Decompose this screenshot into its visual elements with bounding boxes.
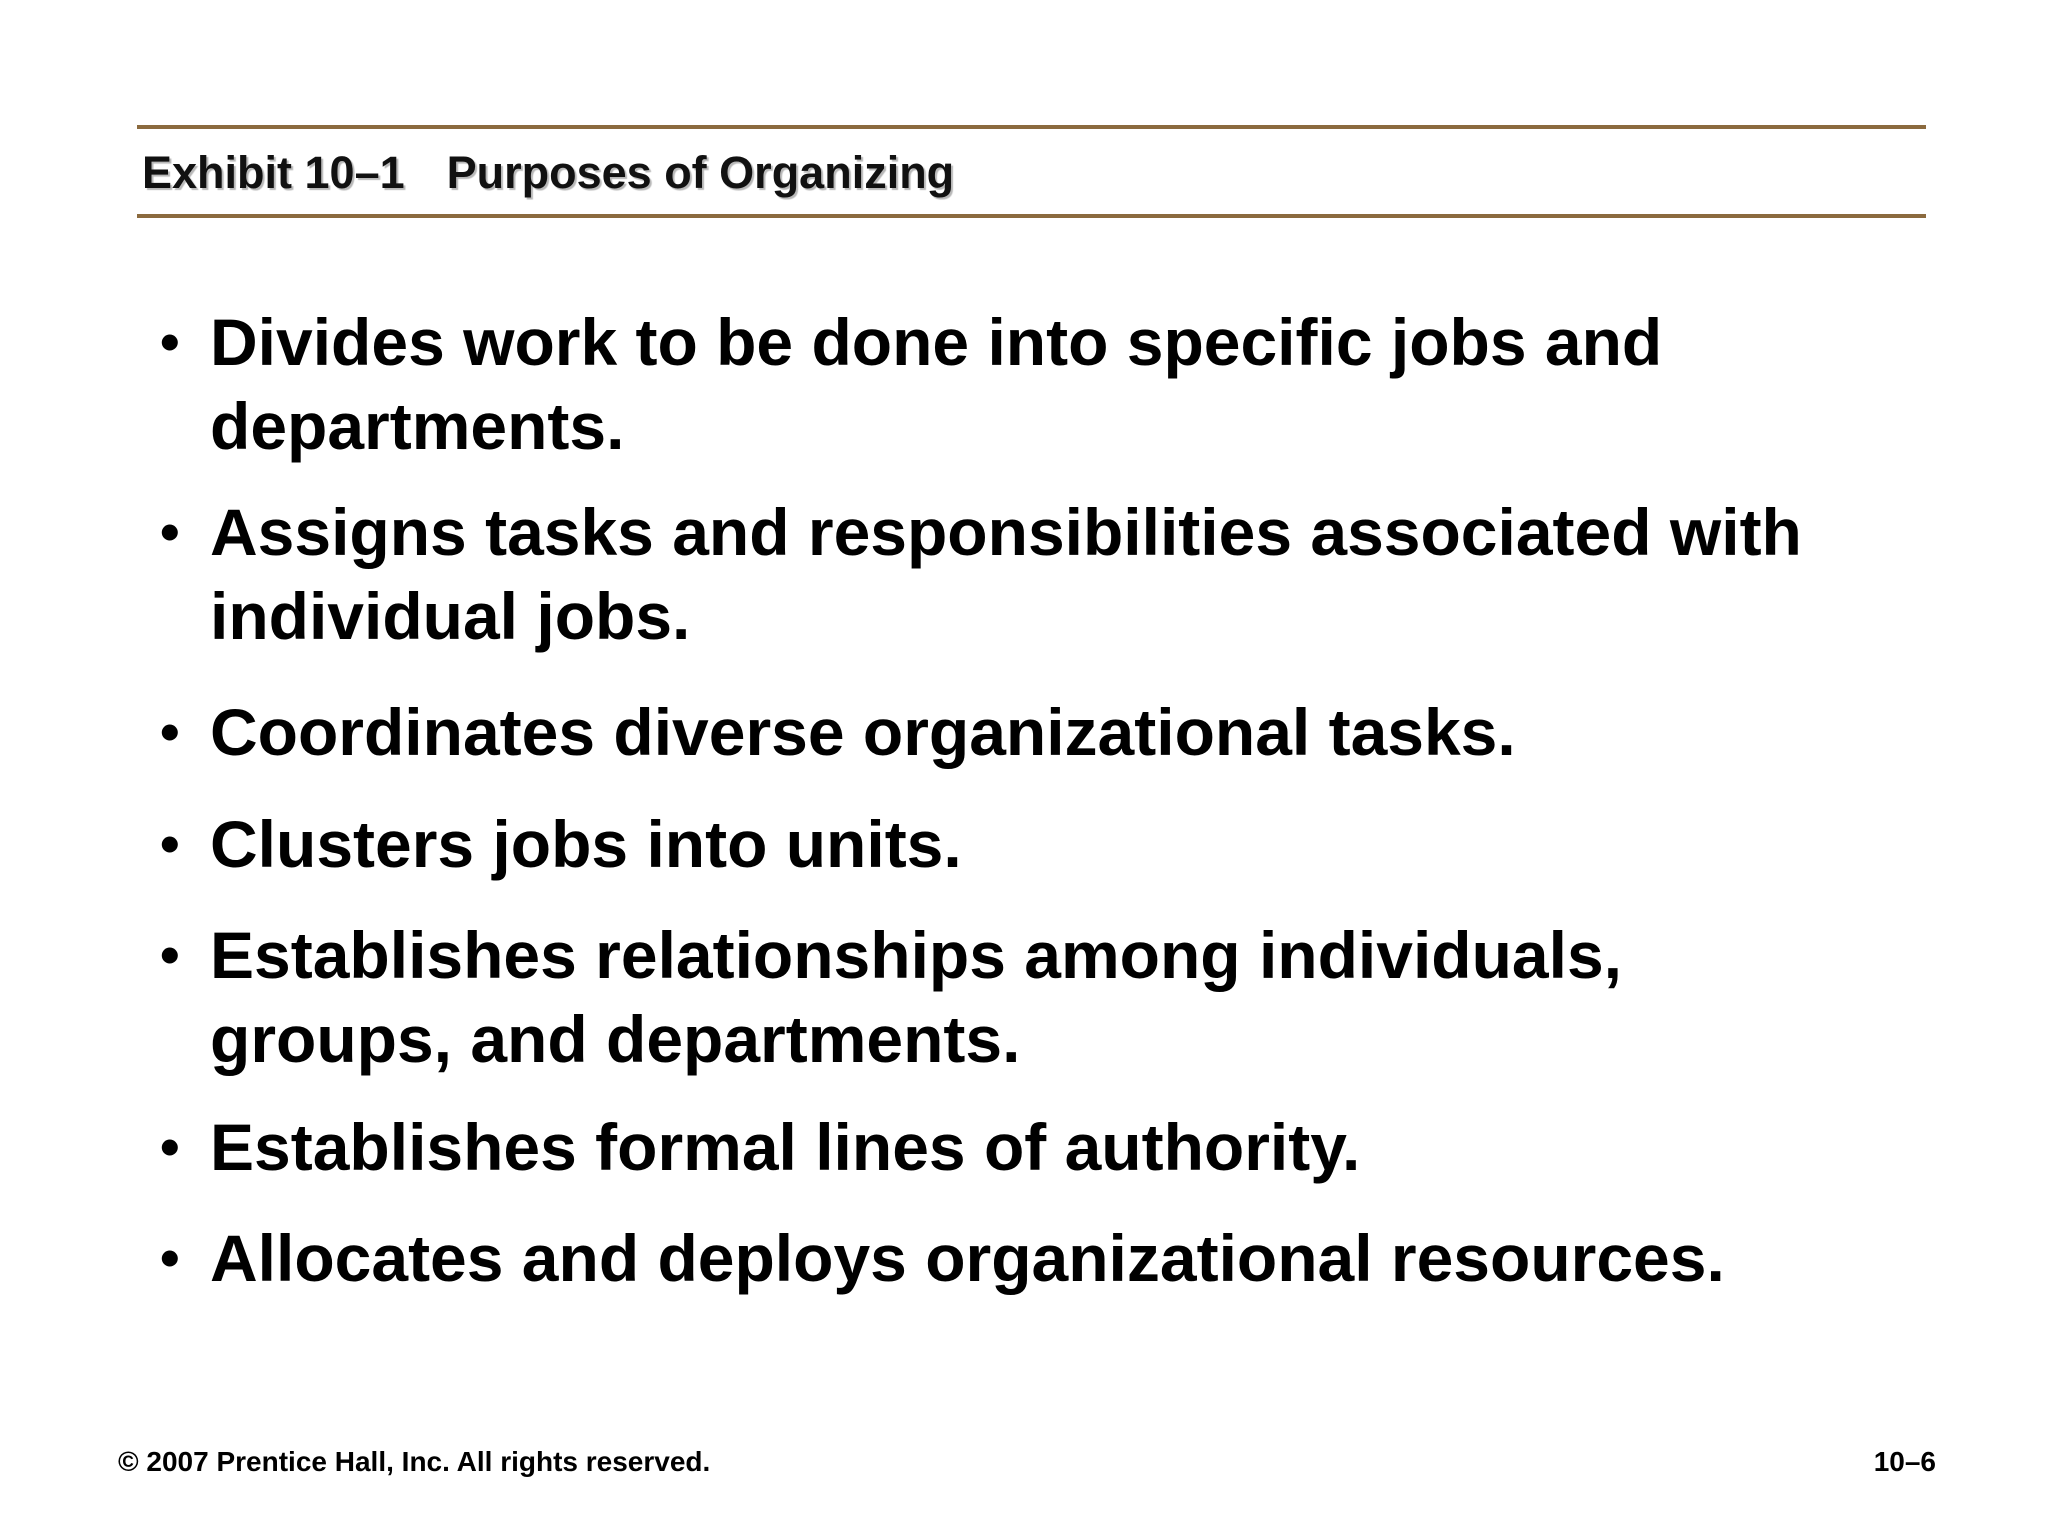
bullet-marker: • <box>160 1226 180 1289</box>
exhibit-title: Purposes of Organizing <box>446 147 955 198</box>
bullet-text: Clusters jobs into units. <box>210 807 962 881</box>
bullet-item <box>160 1216 1940 1300</box>
bullet-text: Establishes formal lines of authority. <box>210 1110 1361 1184</box>
bullet-item <box>160 690 1940 774</box>
bullet-text: Allocates and deploys organizational resources. <box>210 1221 1725 1295</box>
bullet-item <box>160 300 1940 468</box>
page-number: 10–6 <box>1873 1446 1936 1477</box>
bullet-item <box>160 1105 1940 1189</box>
bullet-text: Establishes relationships among individuals, groups, and departments. <box>210 918 1623 1076</box>
exhibit-number: Exhibit 10–1 <box>142 147 405 198</box>
bullet-text: Coordinates diverse organizational tasks. <box>210 695 1516 769</box>
header-top-rule <box>137 125 1926 129</box>
bullet-item <box>160 490 1940 658</box>
header-bottom-rule <box>137 214 1926 218</box>
exhibit-header <box>142 146 954 200</box>
bullet-item <box>160 802 1940 886</box>
bullet-marker: • <box>160 700 180 763</box>
bullet-marker: • <box>160 1115 180 1178</box>
bullet-text: Assigns tasks and responsibilities associated with individual jobs. <box>210 495 1802 653</box>
bullet-item <box>160 913 1940 1081</box>
bullet-marker: • <box>160 310 180 373</box>
copyright-notice: © 2007 Prentice Hall, Inc. All rights reserved. <box>118 1446 711 1477</box>
bullet-text: Divides work to be done into specific jobs and departments. <box>210 305 1663 463</box>
bullet-marker: • <box>160 923 180 986</box>
bullet-marker: • <box>160 812 180 875</box>
bullet-marker: • <box>160 500 180 563</box>
